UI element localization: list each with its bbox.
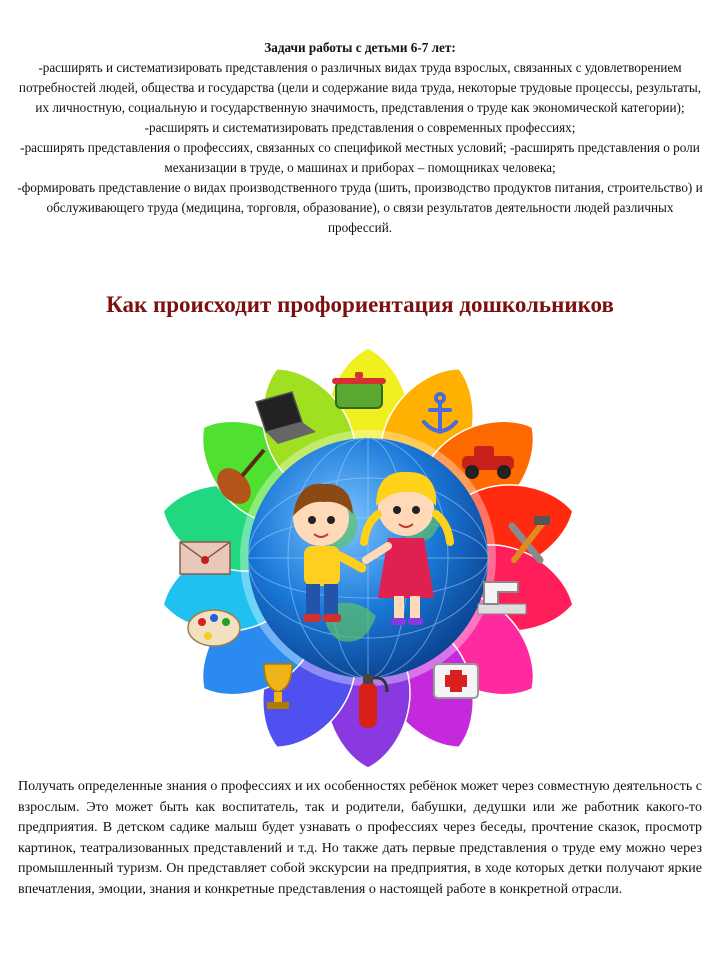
first-aid-kit-icon bbox=[434, 664, 478, 698]
tasks-block bbox=[14, 38, 706, 238]
professions-flower-illustration bbox=[156, 346, 580, 770]
task-line: -расширять и систематизировать представления о различных видах труда взрослых, связанных с удовлетворением потребностей людей, общества и государства (цели и содержание вида труда, некоторые трудовые процессы, результаты, их личностную, социальную и государственную значимость, представления о труде как экономической категории); bbox=[18, 60, 702, 115]
task-line: -формировать представление о видах производственного труда (шить, производство продуктов питания, строительство) и обслуживающего труда (медицина, торговля, образование), о связи результатов деятельности людей различных профессий. bbox=[17, 180, 703, 235]
page-heading: Как происходит профориентация дошкольников bbox=[106, 292, 614, 317]
flower-svg bbox=[156, 346, 580, 770]
task-line: -расширять и систематизировать представления о современных профессиях; bbox=[144, 120, 576, 135]
tasks-title: Задачи работы с детьми 6-7 лет: bbox=[264, 40, 456, 55]
body-paragraph: Получать определенные знания о профессиях и их особенностях ребёнок может через совместную деятельность с взрослым. Это может быть как воспитатель, так и родители, бабушки, дедушки или же работник какого-то предприятия. В детском садике малыш будет узнавать о профессиях через беседы, прочтение сказок, просмотр картинок, театрализованных представлений и т.д. Но также дать первые представления о труде ему можно через промышленный туризм. Он представляет собой экскурсии на предприятия, в ходе которых детки получают яркие впечатления, эмоции, знания и конкретные представления о настоящей работе в конкретной отрасли. bbox=[18, 779, 702, 897]
envelope-icon bbox=[180, 542, 230, 574]
palette-icon bbox=[188, 610, 240, 646]
task-line: -расширять представления о профессиях, связанных со спецификой местных условий; -расширять представления о роли механизации в труде, о машинах и приборах – помощниках человека; bbox=[20, 140, 700, 175]
